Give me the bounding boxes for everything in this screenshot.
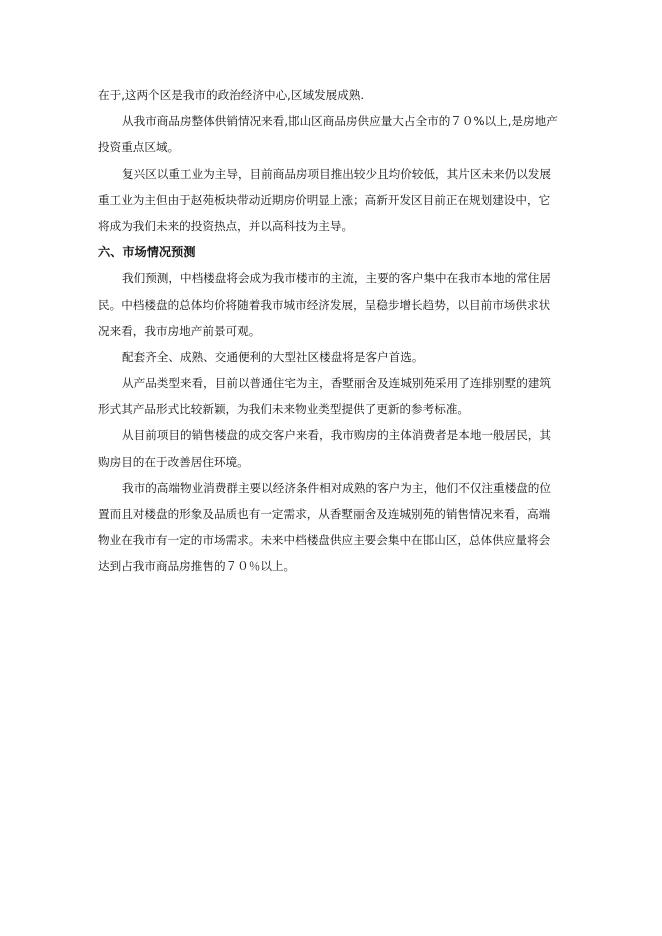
text-line: 从目前项目的销售楼盘的成交客户来看，我市购房的主体消费者是本地一般居民，其 xyxy=(122,428,551,443)
heading-text: 六、市场情况预测 xyxy=(98,245,196,260)
document-body xyxy=(98,82,560,580)
text-line: 从产品类型来看，目前以普通住宅为主，香墅丽舍及连城别苑采用了连排别墅的建筑 xyxy=(122,376,551,391)
paragraph xyxy=(98,475,560,580)
text-line: 配套齐全、成熟、交通便利的大型社区楼盘将是客户首选。 xyxy=(122,349,424,364)
text-line: 将成为我们未来的投资热点，并以高科技为主导。 xyxy=(98,218,354,233)
text-line: 达到占我市商品房推售的７０％以上。 xyxy=(98,559,296,574)
text-line: 置而且对楼盘的形象及品质也有一定需求，从香墅丽舍及连城别苑的销售情况来看，高端 xyxy=(98,507,551,521)
paragraph xyxy=(98,370,560,422)
text-line: 从我市商品房整体供销情况来看,邯山区商品房供应量大占全市的７０%以上,是房地产 xyxy=(122,114,558,129)
paragraph xyxy=(98,265,560,344)
text-line: 复兴区以重工业为主导，目前商品房项目推出较少且均价较低，其片区未来仍以发展 xyxy=(122,166,551,181)
text-line: 我市的高端物业消费群主要以经济条件相对成熟的客户为主，他们不仅注重楼盘的位 xyxy=(122,480,551,495)
paragraph xyxy=(98,422,560,474)
paragraph xyxy=(98,108,560,160)
text-line: 物业在我市有一定的市场需求。未来中档楼盘供应主要会集中在邯山区，总体供应量将会 xyxy=(98,533,551,548)
text-line: 我们预测，中档楼盘将会成为我市楼市的主流，主要的客户集中在我市本地的常住居 xyxy=(122,271,551,286)
text-line: 在于,这两个区是我市的政治经济中心,区域发展成熟. xyxy=(98,88,365,102)
paragraph xyxy=(98,344,560,370)
text-line: 民。中档楼盘的总体均价将随着我市城市经济发展，呈稳步增长趋势，以目前市场供求状 xyxy=(98,297,551,312)
paragraph xyxy=(98,161,560,240)
text-line: 投资重点区域。 xyxy=(98,140,180,155)
text-line: 购房目的在于改善居住环境。 xyxy=(98,454,249,469)
text-line: 形式其产品形式比较新颖，为我们未来物业类型提供了更新的参考标准。 xyxy=(98,402,470,417)
section-heading xyxy=(98,239,560,265)
paragraph xyxy=(98,82,560,108)
text-line: 况来看，我市房地产前景可观。 xyxy=(98,323,261,338)
text-line: 重工业为主但由于赵苑板块带动近期房价明显上涨；高新开发区目前正在规划建设中，它 xyxy=(98,192,551,207)
